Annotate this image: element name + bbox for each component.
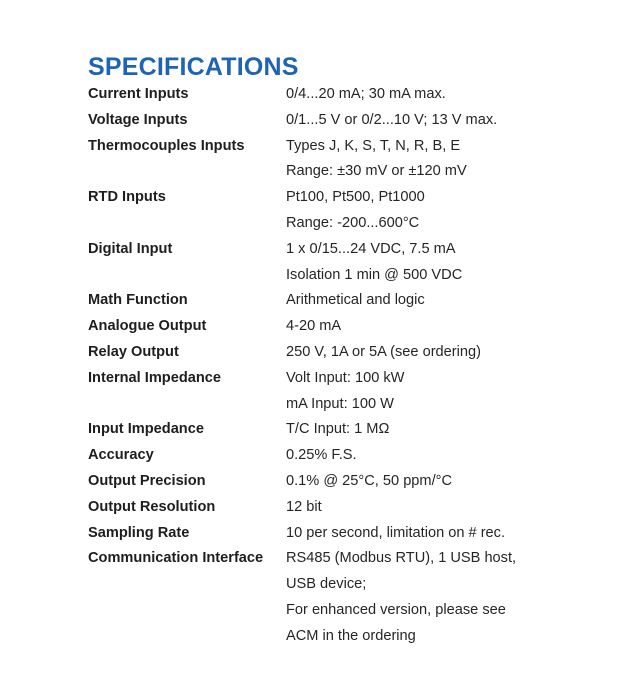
page-title: SPECIFICATIONS <box>88 53 299 81</box>
spec-label: Communication Interface <box>88 550 264 567</box>
spec-value: Pt100, Pt500, Pt1000 <box>286 189 425 206</box>
spec-row <box>88 521 608 547</box>
specifications-sheet <box>88 52 608 650</box>
spec-row <box>88 237 608 289</box>
spec-row <box>88 288 608 314</box>
spec-value: Volt Input: 100 kW <box>286 369 405 386</box>
spec-label: Digital Input <box>88 240 173 257</box>
spec-value: 0.1% @ 25°C, 50 ppm/°C <box>286 472 453 489</box>
spec-row <box>88 134 608 186</box>
spec-label: Relay Output <box>88 343 179 360</box>
spec-values <box>286 443 608 469</box>
spec-value: USB device; <box>286 576 367 593</box>
spec-value: Range: ±30 mV or ±120 mV <box>286 163 467 180</box>
spec-value: Arithmetical and logic <box>286 292 425 309</box>
spec-row <box>88 443 608 469</box>
spec-label: RTD Inputs <box>88 189 166 206</box>
spec-values <box>286 108 608 134</box>
spec-value: 10 per second, limitation on # rec. <box>286 524 506 541</box>
spec-row <box>88 495 608 521</box>
spec-value: 1 x 0/15...24 VDC, 7.5 mA <box>286 240 456 257</box>
spec-value: For enhanced version, please see <box>286 601 506 618</box>
spec-label: Input Impedance <box>88 421 204 438</box>
spec-label: Voltage Inputs <box>88 111 188 128</box>
spec-label: Output Resolution <box>88 498 216 515</box>
spec-label: Internal Impedance <box>88 369 222 386</box>
spec-row <box>88 185 608 237</box>
spec-label: Thermocouples Inputs <box>88 137 245 154</box>
spec-values <box>286 469 608 495</box>
spec-values <box>286 495 608 521</box>
spec-label: Analogue Output <box>88 318 207 335</box>
spec-value: RS485 (Modbus RTU), 1 USB host, <box>286 550 517 567</box>
spec-values <box>286 417 608 443</box>
spec-values <box>286 237 608 289</box>
spec-value: Isolation 1 min @ 500 VDC <box>286 266 463 283</box>
spec-values <box>286 366 608 418</box>
spec-values <box>286 288 608 314</box>
spec-row <box>88 82 608 108</box>
spec-value: T/C Input: 1 MΩ <box>286 421 390 438</box>
spec-value: 0/1...5 V or 0/2...10 V; 13 V max. <box>286 111 498 128</box>
spec-value: 12 bit <box>286 498 322 515</box>
spec-values <box>286 185 608 237</box>
spec-row <box>88 417 608 443</box>
spec-row <box>88 340 608 366</box>
spec-value: 0/4...20 mA; 30 mA max. <box>286 86 446 102</box>
spec-value: mA Input: 100 W <box>286 395 394 412</box>
spec-value: Types J, K, S, T, N, R, B, E <box>286 137 461 154</box>
spec-values <box>286 82 608 108</box>
spec-row <box>88 314 608 340</box>
spec-value: ACM in the ordering <box>286 627 416 644</box>
spec-label: Current Inputs <box>88 86 189 102</box>
spec-row <box>88 366 608 418</box>
spec-values <box>286 521 608 547</box>
spec-label: Math Function <box>88 292 188 309</box>
spec-value: Range: -200...600°C <box>286 214 420 231</box>
spec-row <box>88 469 608 495</box>
spec-values <box>286 134 608 186</box>
spec-value: 250 V, 1A or 5A (see ordering) <box>286 343 481 360</box>
spec-value: 4-20 mA <box>286 318 342 335</box>
spec-values <box>286 546 608 649</box>
spec-label: Sampling Rate <box>88 524 190 541</box>
spec-values <box>286 340 608 366</box>
spec-label: Accuracy <box>88 447 154 464</box>
spec-row <box>88 108 608 134</box>
spec-value: 0.25% F.S. <box>286 447 357 464</box>
spec-label: Output Precision <box>88 472 206 489</box>
spec-row <box>88 546 608 649</box>
spec-values <box>286 314 608 340</box>
spec-table <box>88 82 608 650</box>
